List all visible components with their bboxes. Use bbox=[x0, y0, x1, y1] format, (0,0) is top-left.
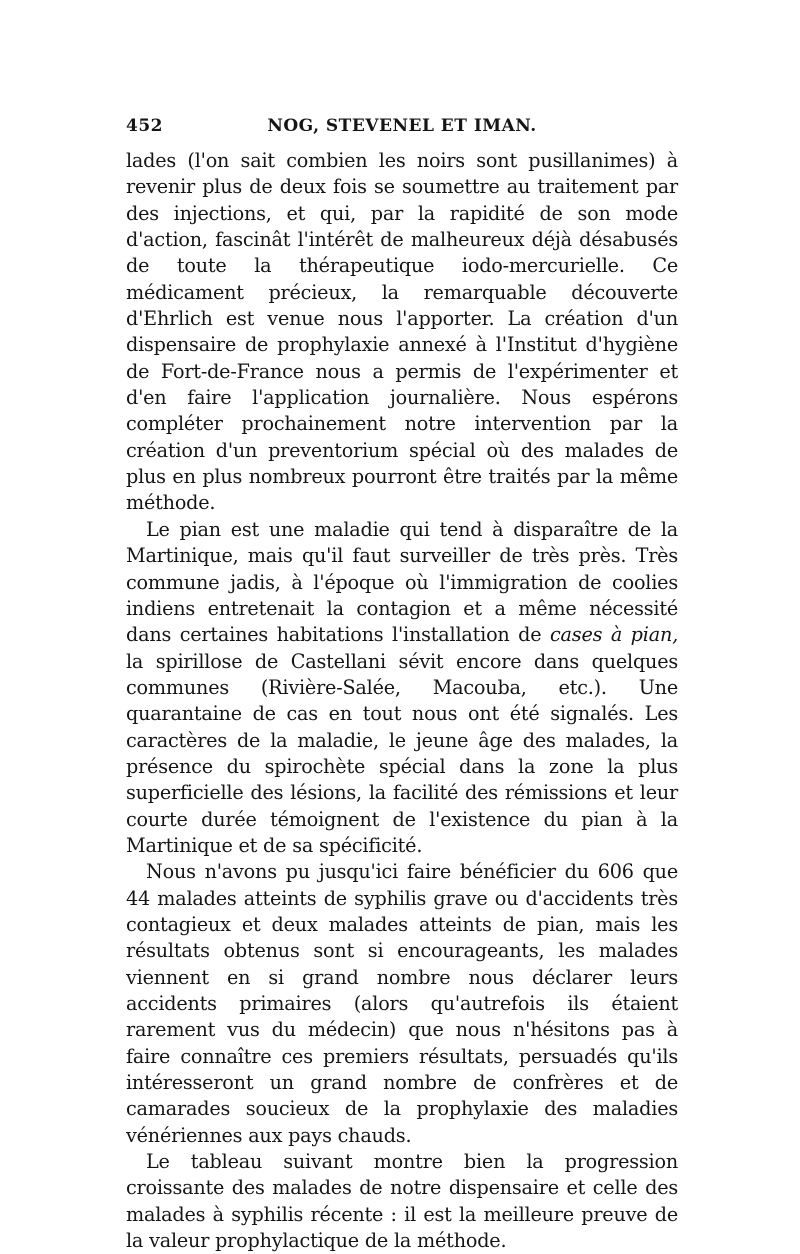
running-title: NOG, STEVENEL ET IMAN. bbox=[267, 116, 537, 136]
paragraph-2-before: Le pian est une maladie qui tend à disparaître de la Martinique, mais qu'il faut surveiller de très près. Très commune jadis, à l'époque où l'immigration de coolies indiens entretenait la contagion et a même nécessité dans certaines habitations l'installation de bbox=[126, 517, 678, 647]
running-head bbox=[126, 112, 678, 142]
paragraph-2-after: la spirillose de Castellani sévit encore dans quelques communes (Rivière-Salée, Macouba, etc.). Une quarantaine de cas en tout nous ont été signalés. Les caractères de la maladie, le jeune âge des malades, la présence du spirochète spécial dans la zone la plus superficielle des lésions, la facilité des rémissions et leur courte durée témoignent de l'existence du pian à la Martinique et de sa spécificité. bbox=[126, 649, 678, 857]
paragraph-1: lades (l'on sait combien les noirs sont pusillanimes) à revenir plus de deux fois se soumettre au traitement par des injections, et qui, par la rapidité de son mode d'action, fascinât l'intérêt de malheureux déjà désabusés de toute la thérapeutique iodo-mercurielle. Ce médicament précieux, la remarquable découverte d'Ehrlich est venue nous l'apporter. La création d'un dispensaire de prophylaxie annexé à l'Institut d'hygiène de Fort-de-France nous a permis de l'expérimenter et d'en faire l'application journalière. Nous espérons compléter prochainement notre intervention par la création d'un preventorium spécial où des malades de plus en plus nombreux pourront être traités par la même méthode. bbox=[126, 149, 678, 515]
book-page bbox=[126, 112, 678, 1254]
paragraph-2 bbox=[126, 517, 678, 859]
body-text bbox=[126, 148, 678, 1254]
paragraph-4: Le tableau suivant montre bien la progression croissante des malades de notre dispensaire et celle des malades à syphilis récente : il est la meilleure preuve de la valeur prophylactique de la méthode. bbox=[126, 1150, 678, 1253]
page-number: 452 bbox=[126, 116, 163, 136]
paragraph-2-italic: cases à pian, bbox=[550, 623, 678, 647]
paragraph-3: Nous n'avons pu jusqu'ici faire bénéficier du 606 que 44 malades atteints de syphilis grave ou d'accidents très contagieux et deux malades atteints de pian, mais les résultats obtenus sont si encourageants, les malades viennent en si grand nombre nous déclarer leurs accidents primaires (alors qu'autrefois ils étaient rarement vus du médecin) que nous n'hésitons pas à faire connaître ces premiers résultats, persuadés qu'ils intéresseront un grand nombre de confrères et de camarades soucieux de la prophylaxie des maladies vénériennes aux pays chauds. bbox=[126, 860, 678, 1147]
